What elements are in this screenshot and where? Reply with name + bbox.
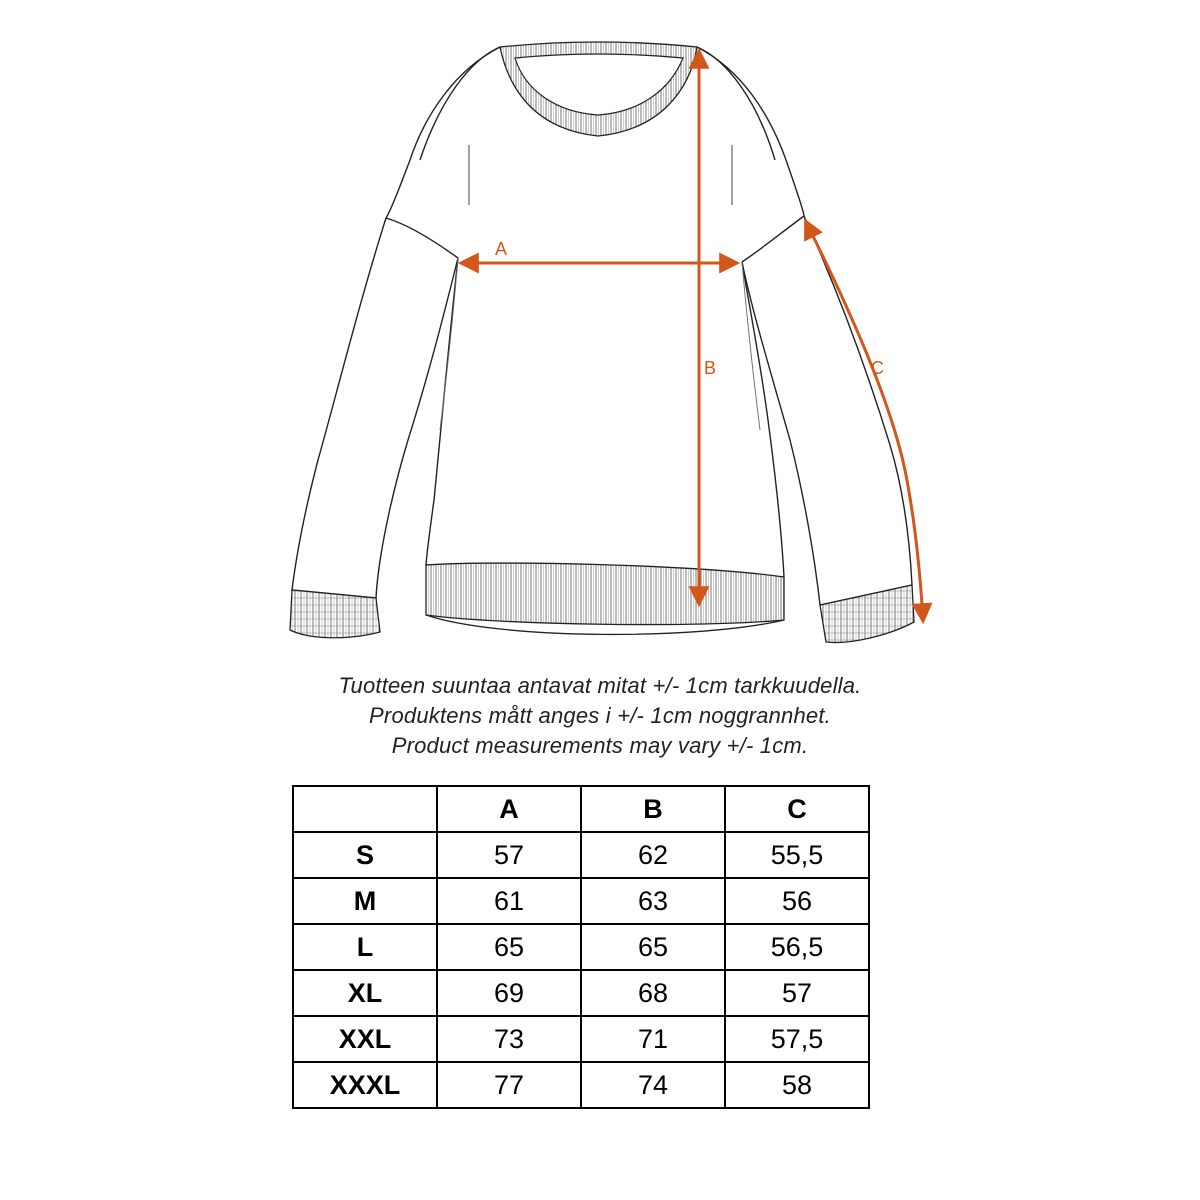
label-c: C bbox=[871, 358, 884, 378]
table-row bbox=[293, 878, 869, 924]
size-label: S bbox=[293, 832, 437, 878]
cell-b: 68 bbox=[581, 970, 725, 1016]
cell-c: 58 bbox=[725, 1062, 869, 1108]
cell-c: 56,5 bbox=[725, 924, 869, 970]
table-row bbox=[293, 924, 869, 970]
cell-a: 65 bbox=[437, 924, 581, 970]
size-label: XL bbox=[293, 970, 437, 1016]
cell-a: 73 bbox=[437, 1016, 581, 1062]
cell-b: 63 bbox=[581, 878, 725, 924]
header-a: A bbox=[437, 786, 581, 832]
cell-b: 65 bbox=[581, 924, 725, 970]
size-label: XXL bbox=[293, 1016, 437, 1062]
cell-a: 69 bbox=[437, 970, 581, 1016]
table-row bbox=[293, 1016, 869, 1062]
cell-b: 71 bbox=[581, 1016, 725, 1062]
cell-b: 62 bbox=[581, 832, 725, 878]
size-label: XXXL bbox=[293, 1062, 437, 1108]
table-row bbox=[293, 832, 869, 878]
table-row bbox=[293, 1062, 869, 1108]
label-a: A bbox=[495, 239, 508, 259]
header-c: C bbox=[725, 786, 869, 832]
body bbox=[426, 258, 784, 577]
cell-b: 74 bbox=[581, 1062, 725, 1108]
hem-rib bbox=[426, 563, 784, 625]
size-label: L bbox=[293, 924, 437, 970]
note-english: Product measurements may vary +/- 1cm. bbox=[391, 733, 809, 758]
cell-c: 55,5 bbox=[725, 832, 869, 878]
size-label: M bbox=[293, 878, 437, 924]
header-b: B bbox=[581, 786, 725, 832]
cell-a: 61 bbox=[437, 878, 581, 924]
header-row bbox=[293, 786, 869, 832]
note-swedish: Produktens mått anges i +/- 1cm noggrannhet. bbox=[369, 703, 831, 728]
cell-c: 57 bbox=[725, 970, 869, 1016]
cell-a: 77 bbox=[437, 1062, 581, 1108]
label-b: B bbox=[704, 358, 717, 378]
cell-a: 57 bbox=[437, 832, 581, 878]
table-row bbox=[293, 970, 869, 1016]
left-cuff bbox=[290, 590, 380, 638]
size-table bbox=[292, 785, 870, 1109]
cell-c: 56 bbox=[725, 878, 869, 924]
header-corner bbox=[293, 786, 437, 832]
cell-c: 57,5 bbox=[725, 1016, 869, 1062]
note-finnish: Tuotteen suuntaa antavat mitat +/- 1cm tarkkuudella. bbox=[338, 673, 862, 698]
